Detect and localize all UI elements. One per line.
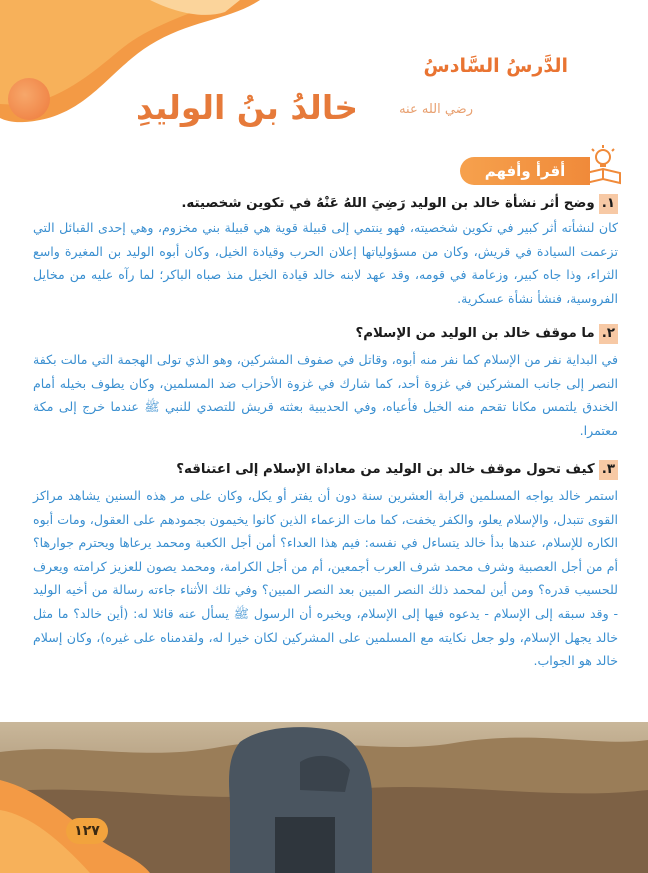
page-title: خالدُ بنُ الوليدِ (135, 88, 358, 127)
answer-2: في البداية نفر من الإسلام كما نفر منه أبوه، وقاتل في صفوف المشركين، وهو الذي تولى الهجمة التي مالت بكفة النصر إلى جانب المشركين في غزوة أحد، كما شارك في غزوة الأحزاب ضد المسلمين، وكان يطوف بخيله أمام الخندق يلتمس مكانا تقحم منه الخيل فأعياه، وفي الحديبية بعثته قريش للتصدي للنبي ﷺ عندما خرج إلى مكة معتمرا. (33, 352, 618, 438)
question-text: كيف تحول موقف خالد بن الوليد من معاداة الإسلام إلى اعتناقه؟ (176, 462, 595, 477)
answer-3: استمر خالد يواجه المسلمين قرابة العشرين سنة دون أن يفتر أو يكل، وكان على مر هذه السنين يشاهد مراكز القوى تتبدل، والإسلام يعلو، والكفر يخفت، كما مات الزعماء الذين كانوا يخيمون بجمودهم على العقول، ومات أبوه الكاره للإسلام، عندها بدأ خالد يتساءل في نفسه: فيم هذا العداء؟ أمن أجل الكعبة ومحمد يرعاها ويحترم جوارها؟ أم من أجل العصبية وشرف محمد شرف العرب أجمعين، أم من أجل الكرامة، ومحمد يصون للعزيز كرامته ويعرف للحسيب قدره؟ ومن أين لمحمد ذلك النصر المبين بعد النصر المبين؟ وفي تلك الأثناء جاءته رسالة من أخيه الوليد - وقد سبقه إلى الإسلام - يدعوه فيها إلى الإسلام، ويخبره أن الرسول ﷺ يسأل عنه قائلا له: (أين خالد؟ ما مثل خالد يجهل الإسلام، ولو جعل نكايته مع المسلمين على المشركين لكان خيرا له، ولقدمناه على غيره)، وكان إسلام خالد هو الجواب. (33, 488, 618, 669)
question-number: ١. (599, 194, 618, 214)
question-number: ٣. (599, 460, 618, 480)
title-honorific: رضي الله عنه (399, 102, 473, 117)
answer-1: كان لنشأته أثر كبير في تكوين شخصيته، فهو ينتمي إلى قبيلة قوية هي قبيلة بني مخزوم، وهي إحدى القبائل التي تزعمت السيادة في قريش، وكان من مسؤولياتها إعلان الحرب وقيادة الخيل، وكان أبوه الوليد بن المغيرة واسع الثراء، وذا جاه كبير، وزعامة في قومه، وقد عهد لابنه خالد قيادة الخيل منذ صباه الباكر؛ لما رآه عليه من مخايل الفروسية، فنشأ نشأة عسكرية. (33, 220, 618, 306)
section-banner: أقرأ وأفهم (460, 157, 590, 185)
content-panel (27, 190, 624, 722)
page-number: ١٢٧ (66, 818, 108, 844)
question-2 (33, 324, 618, 344)
question-1 (33, 194, 618, 214)
question-number: ٢. (599, 324, 618, 344)
lesson-label: الدَّرسُ السَّادسُ (423, 55, 568, 77)
question-3 (33, 460, 618, 480)
question-text: وضح أثر نشأة خالد بن الوليد رَضِيَ اللهُ عَنْهُ في تكوين شخصيته. (181, 196, 595, 211)
question-text: ما موقف خالد بن الوليد من الإسلام؟ (355, 326, 595, 341)
orange-circle-decoration (8, 78, 50, 120)
